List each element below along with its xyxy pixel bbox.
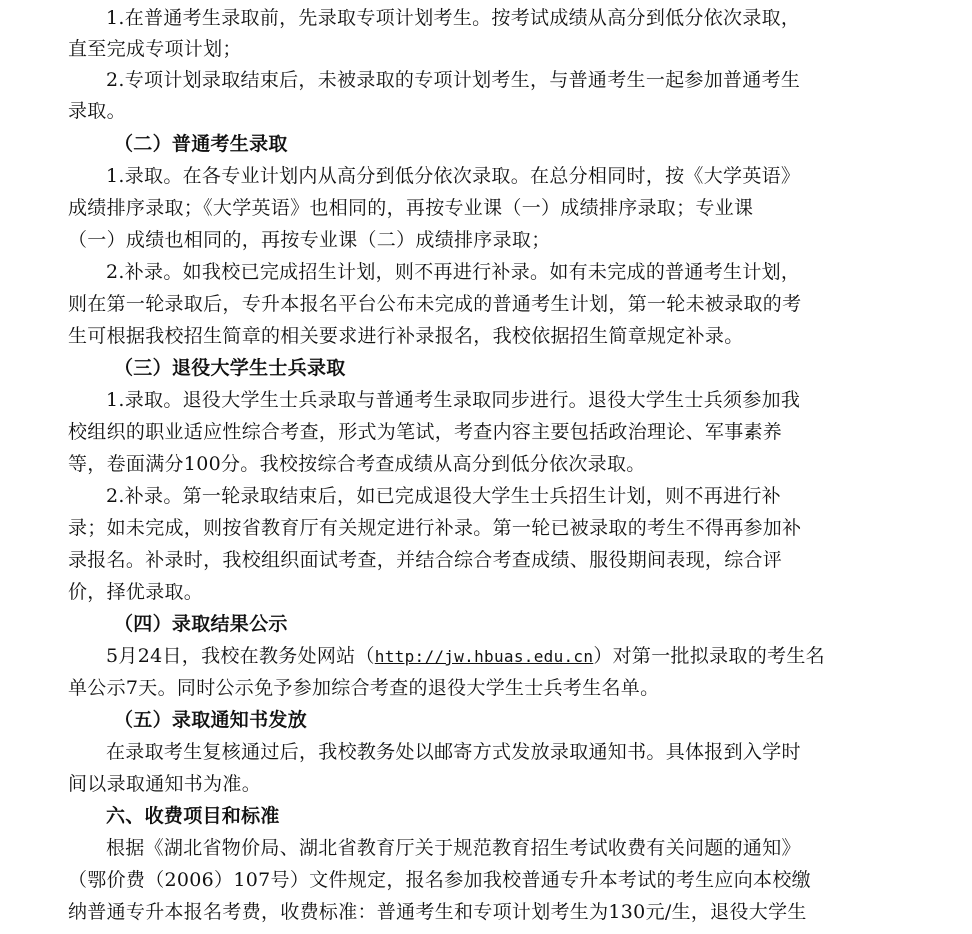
paragraph-line: 校组织的职业适应性综合考查，形式为笔试，考查内容主要包括政治理论、军事素养 [68,421,783,443]
section-heading-admission-regular: （二）普通考生录取 [114,133,288,155]
paragraph-line: 2.补录。第一轮录取结束后，如已完成退役大学生士兵招生计划，则不再进行补 [106,485,781,507]
paragraph-line: 2.补录。如我校已完成招生计划，则不再进行补录。如有未完成的普通考生计划， [106,261,801,283]
academic-affairs-website-link[interactable]: http://jw.hbuas.edu.cn [374,647,594,666]
paragraph-line: （鄂价费（2006）107号）文件规定，报名参加我校普通专升本考试的考生应向本校缴 [68,869,811,891]
paragraph-line: 价，择优录取。 [68,581,204,603]
section-heading-result-publicity: （四）录取结果公示 [114,613,288,635]
paragraph-text: 5月24日，我校在教务处网站（ [106,645,375,667]
paragraph-line: 等，卷面满分100分。我校按综合考查成绩从高分到低分依次录取。 [68,453,646,475]
paragraph-line: 录取。 [68,100,126,122]
paragraph-line: 1.录取。退役大学生士兵录取与普通考生录取同步进行。退役大学生士兵须参加我 [106,389,801,411]
paragraph-line: 2.专项计划录取结束后，未被录取的专项计划考生，与普通考生一起参加普通考生 [106,69,801,91]
paragraph-line: 单公示7天。同时公示免予参加综合考查的退役大学生士兵考生名单。 [68,677,660,699]
paragraph-line: 间以录取通知书为准。 [68,773,262,795]
section-heading-veteran-admission: （三）退役大学生士兵录取 [114,357,346,379]
paragraph-line: 根据《湖北省物价局、湖北省教育厅关于规范教育招生考试收费有关问题的通知》 [106,837,801,859]
paragraph-line: 在录取考生复核通过后，我校教务处以邮寄方式发放录取通知书。具体报到入学时 [106,741,801,763]
section-heading-notice-issuance: （五）录取通知书发放 [114,709,308,731]
paragraph-line: 录；如未完成，则按省教育厅有关规定进行补录。第一轮已被录取的考生不得再参加补 [68,517,802,539]
paragraph-line: 1.在普通考生录取前，先录取专项计划考生。按考试成绩从高分到低分依次录取， [106,7,801,29]
paragraph-line: 录报名。补录时，我校组织面试考查，并结合综合考查成绩、服役期间表现，综合评 [68,549,783,571]
paragraph-line: 直至完成专项计划； [68,38,242,60]
paragraph-line-with-link [106,640,825,672]
section-heading-fees: 六、收费项目和标准 [106,805,280,827]
paragraph-line: 则在第一轮录取后，专升本报名平台公布未完成的普通考生计划，第一轮未被录取的考 [68,293,802,315]
paragraph-line: 成绩排序录取；《大学英语》也相同的，再按专业课（一）成绩排序录取；专业课 [68,197,754,219]
paragraph-text: ）对第一批拟录取的考生名 [593,645,825,667]
paragraph-line: （一）成绩也相同的，再按专业课（二）成绩排序录取； [68,229,551,251]
paragraph-line: 生可根据我校招生简章的相关要求进行补录报名，我校依据招生简章规定补录。 [68,325,744,347]
paragraph-line: 纳普通专升本报名考费，收费标准：普通考生和专项计划考生为130元/生，退役大学生 [68,901,807,923]
paragraph-line: 1.录取。在各专业计划内从高分到低分依次录取。在总分相同时，按《大学英语》 [106,165,801,187]
